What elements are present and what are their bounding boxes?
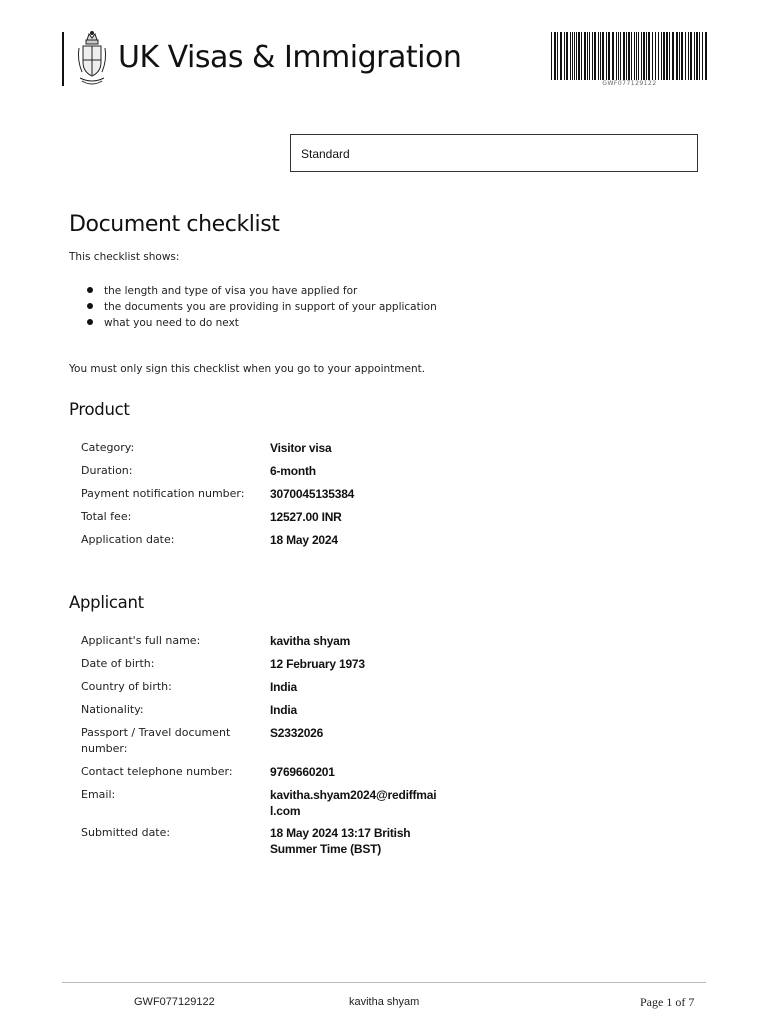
field-value: 18 May 2024 xyxy=(270,533,338,547)
field-label: Date of birth: xyxy=(81,657,155,670)
bullet-item: the documents you are providing in support of your application xyxy=(84,299,437,315)
field-value: 3070045135384 xyxy=(270,487,355,501)
page-number: Page 1 of 7 xyxy=(640,995,695,1009)
brand-title: UK Visas & Immigration xyxy=(118,40,462,75)
field-value: kavitha.shyam2024@rediffmail.com xyxy=(270,788,437,818)
field-label: Contact telephone number: xyxy=(81,765,233,778)
footer-divider xyxy=(62,982,706,983)
bullet-item: the length and type of visa you have applied for xyxy=(84,283,437,299)
brand-divider xyxy=(62,32,64,86)
barcode xyxy=(551,32,708,80)
field-value: 12527.00 INR xyxy=(270,510,342,524)
service-level-label: Standard xyxy=(301,147,350,161)
field-value: kavitha shyam xyxy=(270,634,351,648)
signing-notice: You must only sign this checklist when you go to your appointment. xyxy=(69,363,426,375)
footer-reference: GWF077129122 xyxy=(134,996,215,1008)
field-label: Passport / Travel document number: xyxy=(81,726,231,755)
field-value: 18 May 2024 13:17 British Summer Time (BST) xyxy=(270,826,411,856)
field-label: Applicant's full name: xyxy=(81,634,201,647)
service-level-box xyxy=(290,134,698,172)
field-label: Country of birth: xyxy=(81,680,172,693)
barcode-number: GWF077129122 xyxy=(602,80,657,87)
royal-crest-icon xyxy=(76,30,108,88)
intro-lead: This checklist shows: xyxy=(69,251,180,263)
bullet-icon xyxy=(87,319,93,325)
field-label: Email: xyxy=(81,788,116,801)
field-label: Application date: xyxy=(81,533,175,546)
field-label: Category: xyxy=(81,441,135,454)
field-label: Duration: xyxy=(81,464,133,477)
footer-applicant-name: kavitha shyam xyxy=(349,996,420,1008)
bullet-icon xyxy=(87,287,93,293)
field-value: 6-month xyxy=(270,464,316,478)
field-value: 12 February 1973 xyxy=(270,657,365,671)
page-title: Document checklist xyxy=(69,212,280,237)
field-value: India xyxy=(270,680,298,694)
product-heading: Product xyxy=(69,400,130,419)
field-label: Submitted date: xyxy=(81,826,171,839)
applicant-heading: Applicant xyxy=(69,593,144,612)
checklist-bullets xyxy=(84,283,437,331)
field-value: S2332026 xyxy=(270,726,324,740)
bullet-item: what you need to do next xyxy=(84,315,437,331)
field-label: Nationality: xyxy=(81,703,144,716)
field-label: Payment notification number: xyxy=(81,487,245,500)
field-value: India xyxy=(270,703,298,717)
bullet-icon xyxy=(87,303,93,309)
field-value: Visitor visa xyxy=(270,441,332,455)
field-value: 9769660201 xyxy=(270,765,335,779)
field-label: Total fee: xyxy=(81,510,132,523)
